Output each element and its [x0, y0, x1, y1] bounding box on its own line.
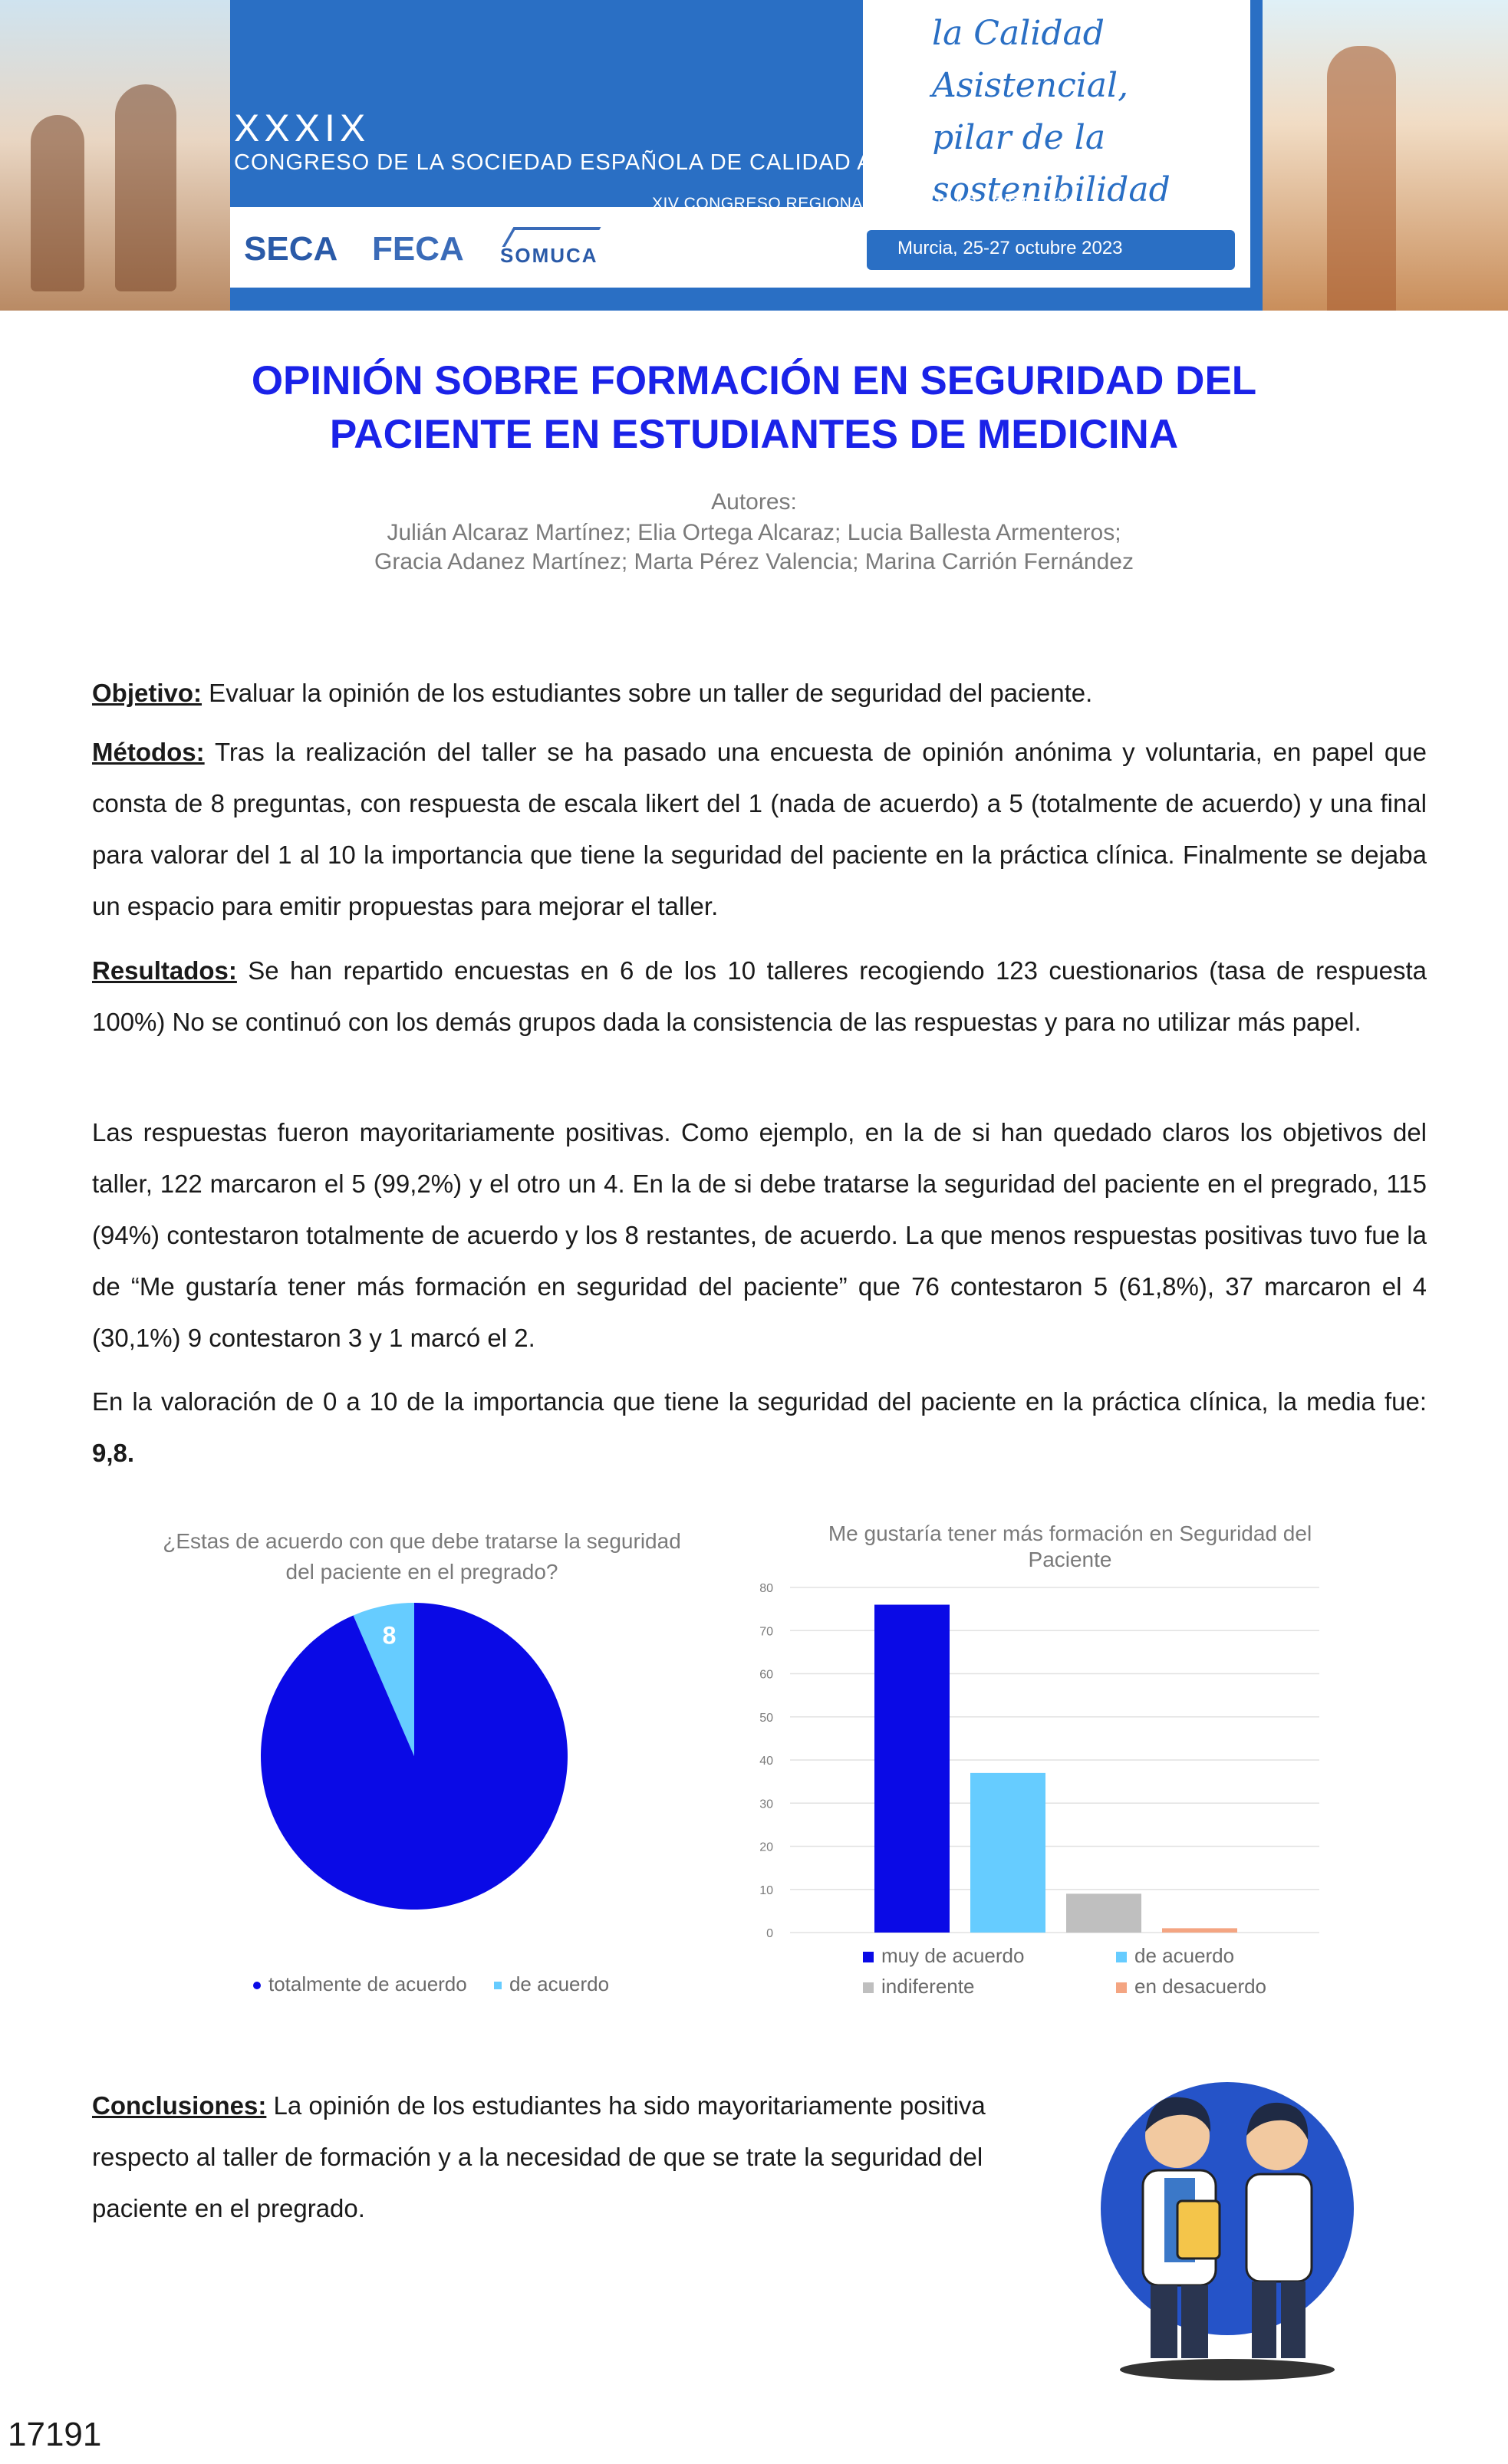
results-paragraph-3 — [92, 1376, 1427, 1479]
authors-line-2: Gracia Adanez Martínez; Marta Pérez Valencia; Marina Carrión Fernández — [374, 549, 1134, 574]
congress-number: XXXIX — [234, 107, 370, 150]
slogan-line-1: la Calidad Asistencial, — [932, 14, 1129, 105]
y-tick-label: 30 — [759, 1798, 773, 1811]
legend-swatch — [494, 1982, 502, 1989]
legend-label: muy de acuerdo — [881, 1944, 1025, 1967]
authors-label: Autores: — [711, 489, 797, 515]
results-text: Se han repartido encuestas en 6 de los 10 talleres recogiendo 123 cuestionarios (tasa de respuesta 100%) No se continuó con los demás grupos dada la consistencia de las respuestas y para no utilizar más papel. — [92, 956, 1427, 1036]
bar-legend-item-en-desacuerdo — [1116, 1975, 1266, 1998]
congress-date: Murcia, 25-27 octubre 2023 — [897, 238, 1123, 258]
bar-legend-item-muy-de-acuerdo — [863, 1940, 1116, 1971]
pie-chart-title: ¿Estas de acuerdo con que debe tratarse la seguridad del paciente en el pregrado? — [163, 1529, 681, 1584]
pie-data-label: 115 — [449, 1916, 495, 1948]
pie-slice-totalmente-de-acuerdo — [261, 1603, 568, 1910]
legend-swatch — [1116, 1952, 1127, 1962]
regional-congress-name: XIV CONGRESO REGIONAL DE CALIDAD ASISTENCIAL — [652, 195, 1090, 212]
y-tick-label: 20 — [759, 1841, 773, 1854]
poster-title — [0, 354, 1508, 462]
y-tick-label: 10 — [759, 1883, 773, 1897]
slogan-line-2: pilar de la sostenibilidad — [932, 118, 1171, 209]
title-line-1: OPINIÓN SOBRE FORMACIÓN EN SEGURIDAD DEL — [251, 358, 1257, 403]
pie-legend-item-de-acuerdo — [494, 1972, 609, 1995]
walking-figure-illustration — [115, 84, 176, 291]
bar-indiferente — [1066, 1893, 1141, 1933]
congress-name: CONGRESO DE LA SOCIEDAD ESPAÑOLA DE CALIDAD ASISTENCIAL — [234, 150, 1010, 175]
legend-label: totalmente de acuerdo — [268, 1972, 467, 1995]
results-mean-text: En la valoración de 0 a 10 de la importancia que tiene la seguridad del paciente en la práctica clínica, la media fue: — [92, 1387, 1427, 1416]
methods-text: Tras la realización del taller se ha pasado una encuesta de opinión anónima y voluntaria, en papel que consta de 8 preguntas, con respuesta de escala likert del 1 (nada de acuerdo) a 5 (totalmente de acuerdo) y una final para valorar del 1 al 10 la importancia que tiene la seguridad del paciente en la práctica clínica. Finalmente se dejaba un espacio para emitir propuestas para mejorar el taller. — [92, 738, 1427, 920]
bar-muy-de-acuerdo — [874, 1605, 950, 1933]
conclusions-label: Conclusiones: — [92, 2091, 267, 2120]
y-tick-label: 0 — [766, 1927, 773, 1940]
bar-en-desacuerdo — [1162, 1928, 1237, 1933]
y-tick-label: 70 — [759, 1625, 773, 1639]
legend-label: en desacuerdo — [1134, 1975, 1267, 1998]
y-tick-label: 80 — [759, 1582, 773, 1595]
legend-label: de acuerdo — [509, 1972, 610, 1995]
somuca-logo: SOMUCA — [500, 244, 598, 267]
walking-figure-illustration — [31, 115, 84, 291]
seca-logo: SECA — [244, 230, 338, 268]
bar-chart-title: Me gustaría tener más formación en Seguridad del Paciente — [828, 1521, 1312, 1571]
methods-paragraph — [92, 726, 1427, 932]
authors-line-1: Julián Alcaraz Martínez; Elia Ortega Alcaraz; Lucia Ballesta Armenteros; — [387, 520, 1121, 545]
bar-legend-item-indiferente — [863, 1971, 1116, 2002]
pie-data-label: 8 — [382, 1621, 397, 1650]
pie-chart — [253, 1595, 575, 1948]
bar-legend — [863, 1940, 1266, 2002]
bar-de-acuerdo — [970, 1773, 1045, 1933]
methods-label: Métodos: — [92, 738, 205, 766]
doctors-illustration — [1097, 2063, 1358, 2385]
legend-swatch — [863, 1952, 874, 1962]
authors-list — [0, 518, 1508, 577]
cathedral-tower-illustration — [1327, 46, 1396, 311]
results-label: Resultados: — [92, 956, 237, 985]
results-mean-value: 9,8. — [92, 1439, 135, 1467]
feca-logo: FECA — [372, 230, 464, 268]
legend-label: de acuerdo — [1134, 1944, 1235, 1967]
results-paragraph-2: Las respuestas fueron mayoritariamente positivas. Como ejemplo, en la de si han quedado claros los objetivos del taller, 122 marcaron el 5 (99,2%) y el otro un 4. En la de si debe tratarse la seguridad del paciente en el pregrado, 115 (94%) contestaron totalmente de acuerdo y los 8 restantes, de acuerdo. La que menos respuestas positivas tuvo fue la de “Me gustaría tener más formación en seguridad del paciente” que 76 contestaron 5 (61,8%), 37 marcaron el 4 (30,1%) 9 contestaron 3 y 1 marcó el 2. — [92, 1118, 1427, 1352]
abstract-id: 17191 — [8, 2416, 102, 2453]
bar-legend-item-de-acuerdo — [1116, 1944, 1234, 1967]
y-tick-label: 50 — [759, 1711, 773, 1725]
pie-legend-item-totalmente — [253, 1972, 467, 1995]
congress-banner — [0, 0, 1508, 311]
y-tick-label: 40 — [759, 1755, 773, 1768]
bar-chart — [759, 1572, 1327, 1948]
legend-swatch — [1116, 1982, 1127, 1993]
conclusions-text: La opinión de los estudiantes ha sido mayoritariamente positiva respecto al taller de formación y a la necesidad de que se trate la seguridad del paciente en el pregrado. — [92, 2091, 986, 2222]
legend-swatch — [253, 1982, 261, 1989]
objective-text: Evaluar la opinión de los estudiantes sobre un taller de seguridad del paciente. — [202, 679, 1093, 707]
objective-paragraph — [92, 667, 1427, 719]
objective-label: Objetivo: — [92, 679, 202, 707]
legend-label: indiferente — [881, 1975, 975, 1998]
congress-slogan — [932, 8, 1254, 216]
y-tick-label: 60 — [759, 1668, 773, 1682]
pie-legend — [253, 1972, 609, 1996]
legend-swatch — [863, 1982, 874, 1993]
conclusions-paragraph — [92, 2080, 1020, 2234]
results-paragraph — [92, 945, 1427, 1048]
title-line-2: PACIENTE EN ESTUDIANTES DE MEDICINA — [329, 412, 1179, 457]
